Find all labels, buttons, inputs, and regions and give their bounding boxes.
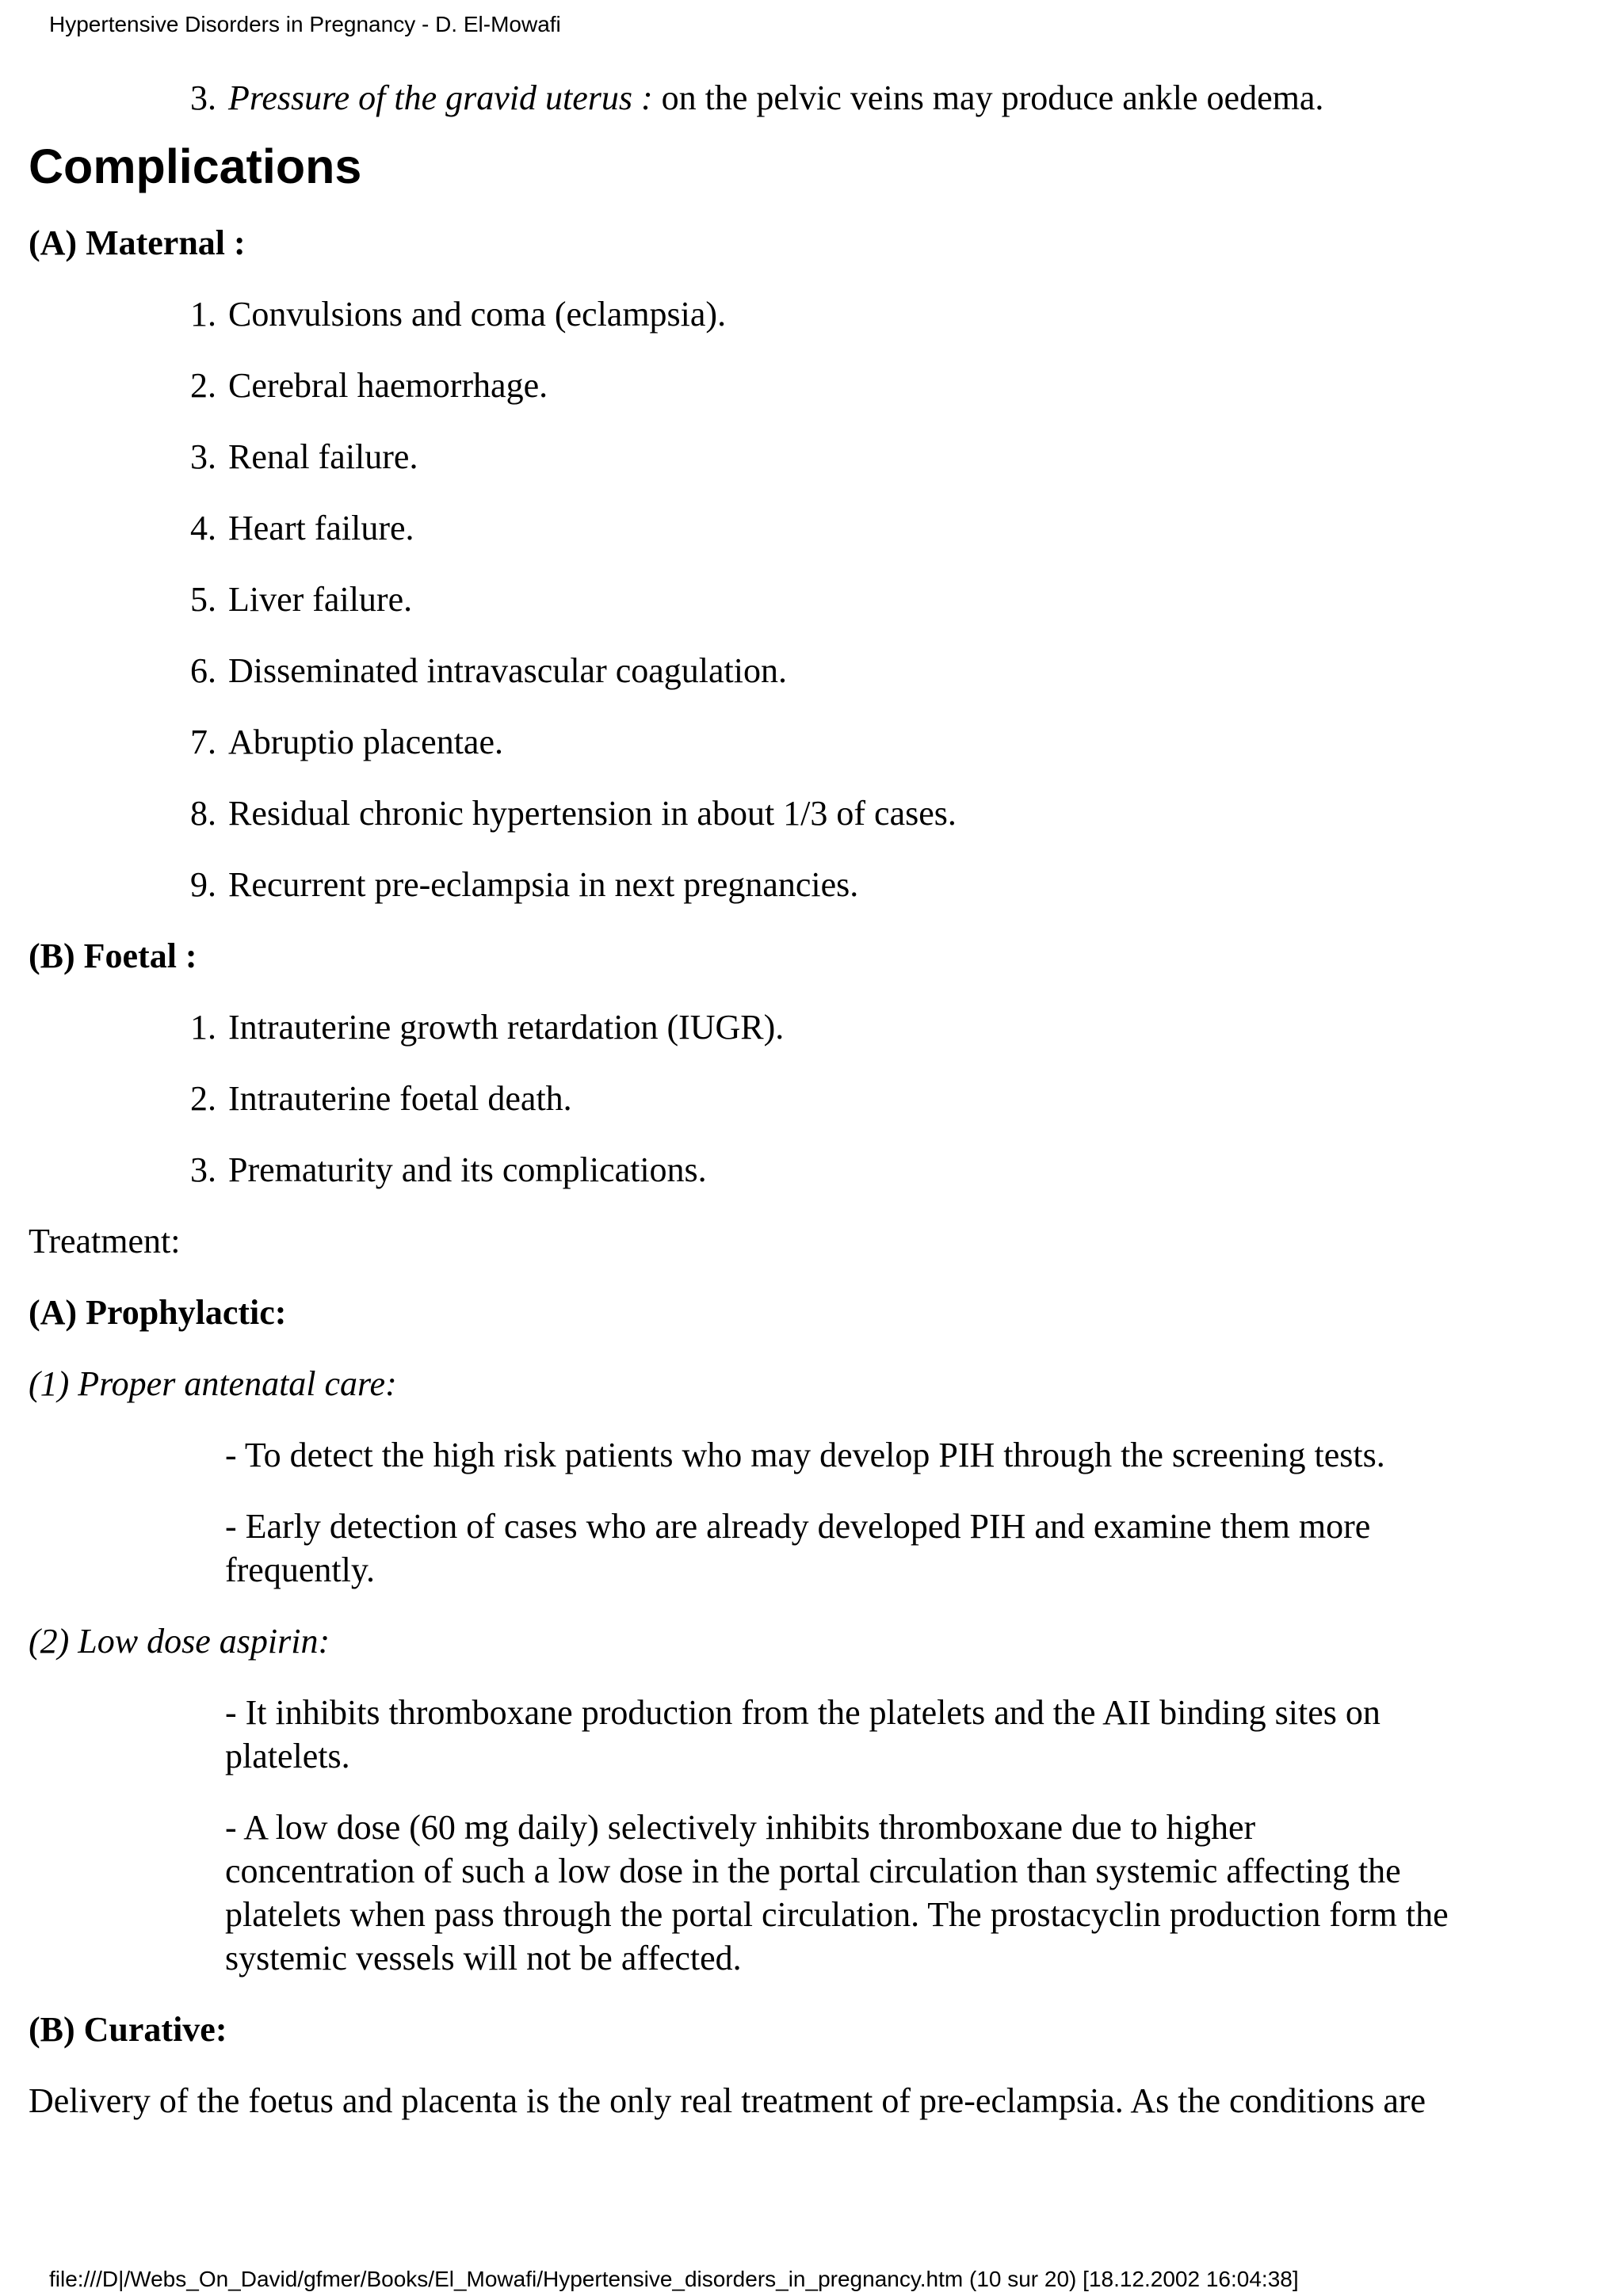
- list-item: 3. Prematurity and its complications.: [225, 1148, 1598, 1192]
- aspirin-title: (2) Low dose aspirin:: [29, 1622, 330, 1661]
- list-item: 1. Convulsions and coma (eclampsia).: [225, 292, 1598, 336]
- maternal-complications-list: [29, 292, 1598, 906]
- foetal-complications-list: [29, 1005, 1598, 1192]
- continued-list: [29, 76, 1598, 120]
- maternal-heading: (A) Maternal :: [29, 223, 246, 262]
- print-footer: file:///D|/Webs_On_David/gfmer/Books/El_Mowafi/Hypertensive_disorders_in_pregnancy.htm (10 sur 20) [18.12.2002 16:04:38]: [49, 2267, 1299, 2291]
- list-item: 8. Residual chronic hypertension in about 1/3 of cases.: [225, 791, 1598, 835]
- list-item: 7. Abruptio placentae.: [225, 720, 1598, 764]
- item-label: Pressure of the gravid uterus :: [228, 78, 653, 117]
- list-item: 2. Intrauterine foetal death.: [225, 1077, 1598, 1120]
- foetal-heading: (B) Foetal :: [29, 936, 197, 975]
- list-item: 4. Heart failure.: [225, 506, 1598, 550]
- antenatal-point: - Early detection of cases who are already developed PIH and examine them more frequently.: [225, 1507, 1371, 1589]
- antenatal-point: - To detect the high risk patients who may develop PIH through the screening tests.: [225, 1436, 1385, 1474]
- prophylactic-heading: (A) Prophylactic:: [29, 1293, 287, 1332]
- antenatal-care-points: [225, 1433, 1453, 1592]
- list-item: 9. Recurrent pre-eclampsia in next pregnancies.: [225, 863, 1598, 906]
- aspirin-point: - A low dose (60 mg daily) selectively inhibits thromboxane due to higher concentration of such a low dose in the portal circulation than systemic affecting the platelets when pass through the portal circulation. The prostacyclin production form the systemic vessels will not be affected.: [225, 1808, 1449, 1978]
- antenatal-care-title: (1) Proper antenatal care:: [29, 1364, 397, 1403]
- aspirin-points: [225, 1691, 1453, 1980]
- curative-heading: (B) Curative:: [29, 2010, 227, 2049]
- aspirin-point: - It inhibits thromboxane production from the platelets and the AII binding sites on platelets.: [225, 1693, 1381, 1775]
- list-item: 5. Liver failure.: [225, 578, 1598, 621]
- treatment-label: Treatment:: [29, 1222, 181, 1261]
- curative-text: Delivery of the foetus and placenta is the only real treatment of pre-eclampsia. As the conditions are: [29, 2081, 1426, 2120]
- print-header: Hypertensive Disorders in Pregnancy - D. El-Mowafi: [49, 12, 561, 36]
- list-item: 6. Disseminated intravascular coagulation.: [225, 649, 1598, 692]
- list-item: [225, 76, 1598, 120]
- list-item: 3. Renal failure.: [225, 435, 1598, 479]
- page-content: [29, 76, 1598, 2122]
- list-item: 1. Intrauterine growth retardation (IUGR).: [225, 1005, 1598, 1049]
- complications-heading: Complications: [29, 139, 362, 193]
- list-item: 2. Cerebral haemorrhage.: [225, 364, 1598, 407]
- item-text: on the pelvic veins may produce ankle oedema.: [652, 78, 1324, 117]
